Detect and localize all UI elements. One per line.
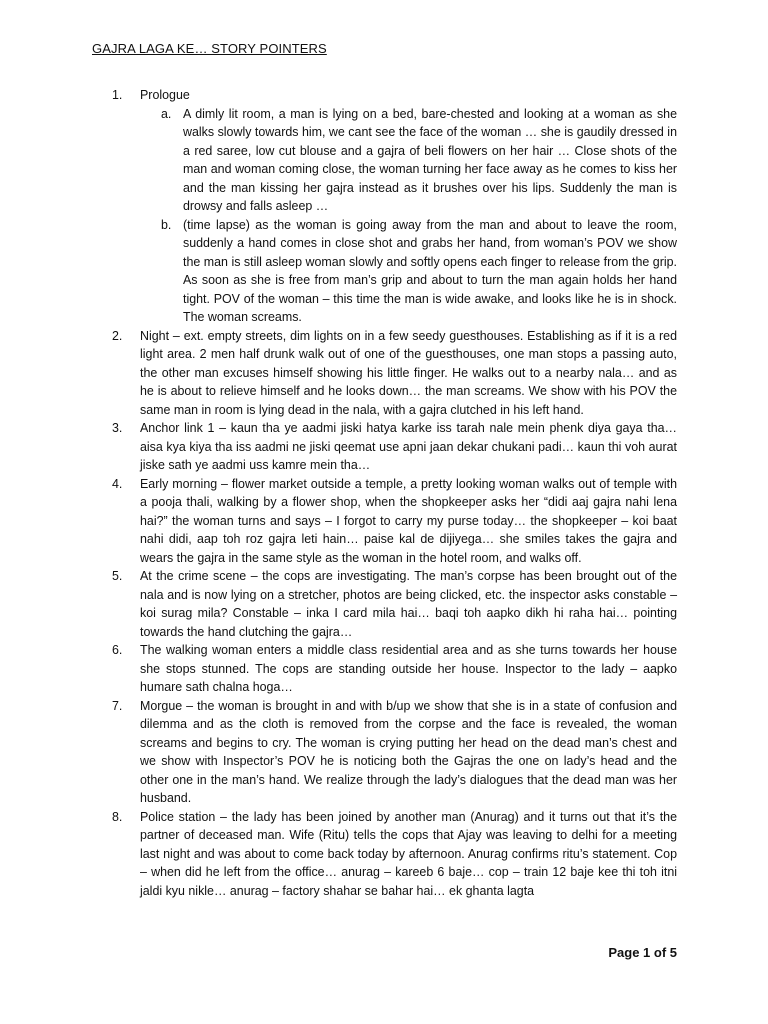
- list-item: [112, 327, 677, 420]
- item-text: Anchor link 1 – kaun tha ye aadmi jiski hatya karke iss tarah nale mein phenk diya gaya tha… aisa kya kiya tha iss aadmi ne jiski qeemat use apni jaan dekar chukani padi… kaun thi voh aurat jiske sath ye aadmi uss kamre mein tha…: [140, 421, 677, 472]
- item-number: 2.: [112, 328, 123, 343]
- list-item: [112, 419, 677, 475]
- item-text: Police station – the lady has been joined by another man (Anurag) and it turns out that it’s the partner of deceased man. Wife (Ritu) tells the cops that Ajay was leaving to delhi for a meeting last night and was about to come back today by afternoon. Anurag confirms ritu’s statement. Cop – when did he left from the office… anurag – kareeb 6 baje… cop – train 12 baje kee thi toh itni jaldi kyu nikle… anurag – factory shahar se bahar hai… ek ghanta lagta: [140, 809, 677, 898]
- item-number: 1.: [112, 88, 123, 102]
- sub-item: [112, 216, 677, 327]
- story-pointer-list: [112, 86, 677, 900]
- list-item: [112, 567, 677, 641]
- sub-item: [112, 105, 677, 216]
- item-number: 5.: [112, 569, 123, 583]
- item-text: Morgue – the woman is brought in and with b/up we show that she is in a state of confusion and dilemma and as the cloth is removed from the corpse and the face is revealed, the woman screams and begins to cry. The woman is crying putting her head on the dead man’s chest and we show with Inspector’s POV he is noticing both the Gajras the one on lady’s head and the other one in the man’s hand. We realize through the lady’s dialogues that the dead man was her husband.: [140, 698, 677, 805]
- item-number: 3.: [112, 421, 123, 435]
- page-number: Page 1 of 5: [608, 945, 677, 960]
- sub-item-label: b.: [161, 217, 172, 232]
- item-number: 7.: [112, 698, 123, 713]
- item-number: 6.: [112, 643, 123, 657]
- sub-item-label: a.: [161, 106, 172, 121]
- item-text: At the crime scene – the cops are investigating. The man’s corpse has been brought out of the nala and is now lying on a stretcher, photos are being clicked, etc. the inspector asks constable – koi surag mila? Constable – inka I card mila hai… baqi toh aapko dikh hi raha hai… pointing towards the hand clutching the gajra…: [140, 569, 677, 639]
- item-heading: Prologue: [140, 88, 190, 102]
- list-item: [112, 475, 677, 568]
- item-text: The walking woman enters a middle class residential area and as she turns towards her house she stops stunned. The cops are standing outside her house. Inspector to the lady – aapko humare sath chalna hoga…: [140, 643, 677, 694]
- document-title: GAJRA LAGA KE… STORY POINTERS: [92, 41, 327, 56]
- item-text: Night – ext. empty streets, dim lights on in a few seedy guesthouses. Establishing as if it is a red light area. 2 men half drunk walk out of one of the guesthouses, one man stops a passing auto, the other man excuses himself showing his little finger. He walks out to a nearby nala… and as he is about to relieve himself and he looks down… the man screams. We show with his POV the same man in room is lying dead in the nala, with a gajra clutched in his left hand.: [140, 328, 677, 417]
- sub-item-text: (time lapse) as the woman is going away from the man and about to leave the room, suddenly a hand comes in close shot and grabs her hand, from woman’s POV we show the man is still asleep woman slowly and softly opens each finger to release from the grip. As soon as she is free from man’s grip and about to turn the man again holds her hand tight. POV of the woman – this time the man is wide awake, and looks like he is in shock. The woman screams.: [183, 217, 677, 324]
- sub-item-text: A dimly lit room, a man is lying on a bed, bare-chested and looking at a woman as she walks slowly towards him, we cant see the face of the woman … she is gaudily dressed in a red saree, low cut blouse and a gajra of beli flowers on her hair … Close shots of the man and woman coming close, the woman turning her face away as he comes to kiss her and the man kissing her gajra instead as it brushes over his lips. Suddenly the man is drowsy and falls asleep …: [183, 106, 677, 213]
- list-item: [112, 697, 677, 808]
- item-text: Early morning – flower market outside a temple, a pretty looking woman walks out of temple with a pooja thali, walking by a flower shop, when the shopkeeper asks her “didi aaj gajra nahi lena hai?” the woman turns and says – I forgot to carry my purse today… the shopkeeper – koi baat nahi didi, aap toh roz gajra leti hain… paise kal de dijiyega… she smiles takes the gajra and wears the gajra in the same style as the woman in the hotel room, and walks off.: [140, 476, 677, 565]
- item-number: 4.: [112, 476, 123, 491]
- list-item: [112, 86, 677, 327]
- list-item: [112, 808, 677, 901]
- item-number: 8.: [112, 809, 123, 824]
- list-item: [112, 641, 677, 697]
